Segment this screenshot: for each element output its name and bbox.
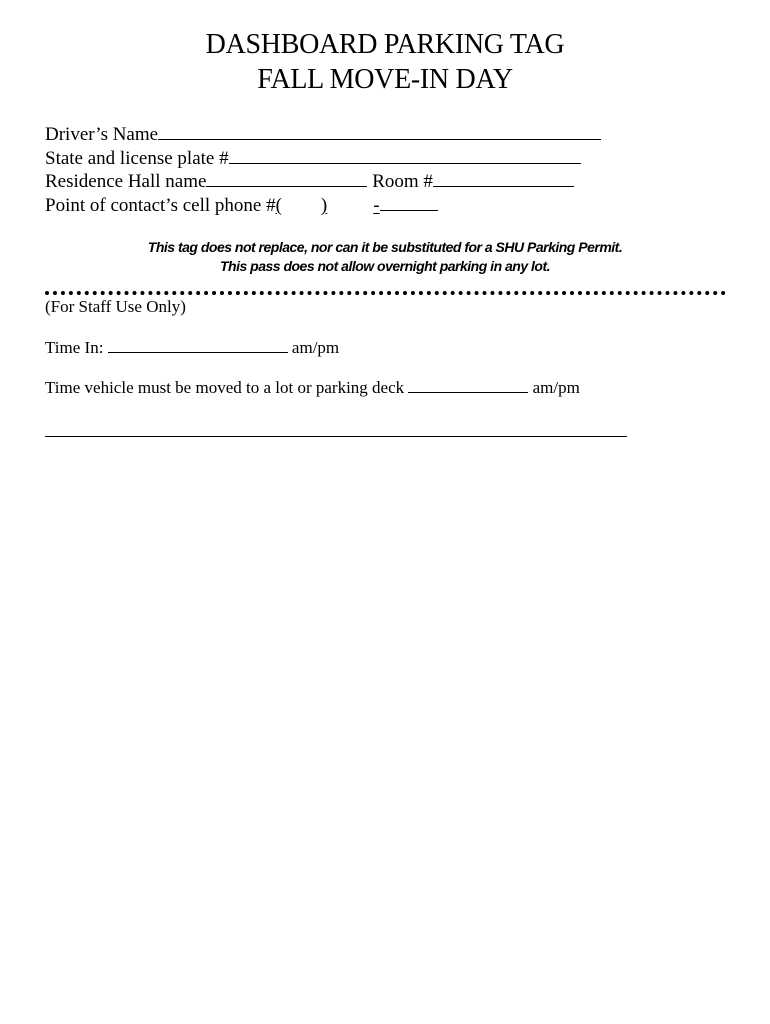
time-in-label: Time In: [45, 338, 104, 357]
signature-line[interactable] [45, 436, 627, 437]
residence-hall-row [45, 168, 574, 194]
phone-open-paren: ( [275, 195, 282, 216]
move-time-unit: am/pm [532, 378, 580, 397]
notice-permit: This tag does not replace, nor can it be substituted for a SHU Parking Permit. [147, 239, 623, 255]
time-in-unit: am/pm [291, 338, 340, 357]
room-blank[interactable] [433, 168, 574, 187]
residence-hall-label: Residence Hall name [45, 171, 207, 192]
driver-name-row [45, 121, 601, 147]
dotted-cut-line [45, 291, 726, 295]
move-time-label: Time vehicle must be moved to a lot or parking deck [45, 378, 405, 397]
time-in-blank[interactable] [108, 338, 288, 353]
phone-row [45, 192, 438, 218]
title-line-1: DASHBOARD PARKING TAG [205, 29, 565, 60]
phone-close-paren: ) [320, 195, 328, 216]
time-in-row [45, 337, 339, 359]
license-plate-label: State and license plate # [45, 148, 229, 169]
driver-name-blank[interactable] [158, 121, 601, 140]
phone-suffix-blank[interactable] [380, 192, 438, 211]
phone-area-code-blank[interactable] [276, 194, 328, 218]
title-line-2: FALL MOVE-IN DAY [257, 64, 513, 95]
move-time-row [45, 377, 580, 399]
room-label: Room # [372, 171, 433, 192]
staff-use-heading: (For Staff Use Only) [45, 297, 186, 316]
notice-overnight: This pass does not allow overnight parking in any lot. [219, 258, 551, 274]
residence-hall-blank[interactable] [206, 168, 367, 187]
phone-dash: - [373, 195, 380, 216]
driver-name-label: Driver’s Name [45, 124, 159, 145]
license-plate-blank[interactable] [229, 145, 581, 164]
phone-prefix-blank[interactable] [327, 194, 379, 218]
phone-label: Point of contact’s cell phone # [45, 195, 276, 216]
move-time-blank[interactable] [408, 378, 528, 393]
